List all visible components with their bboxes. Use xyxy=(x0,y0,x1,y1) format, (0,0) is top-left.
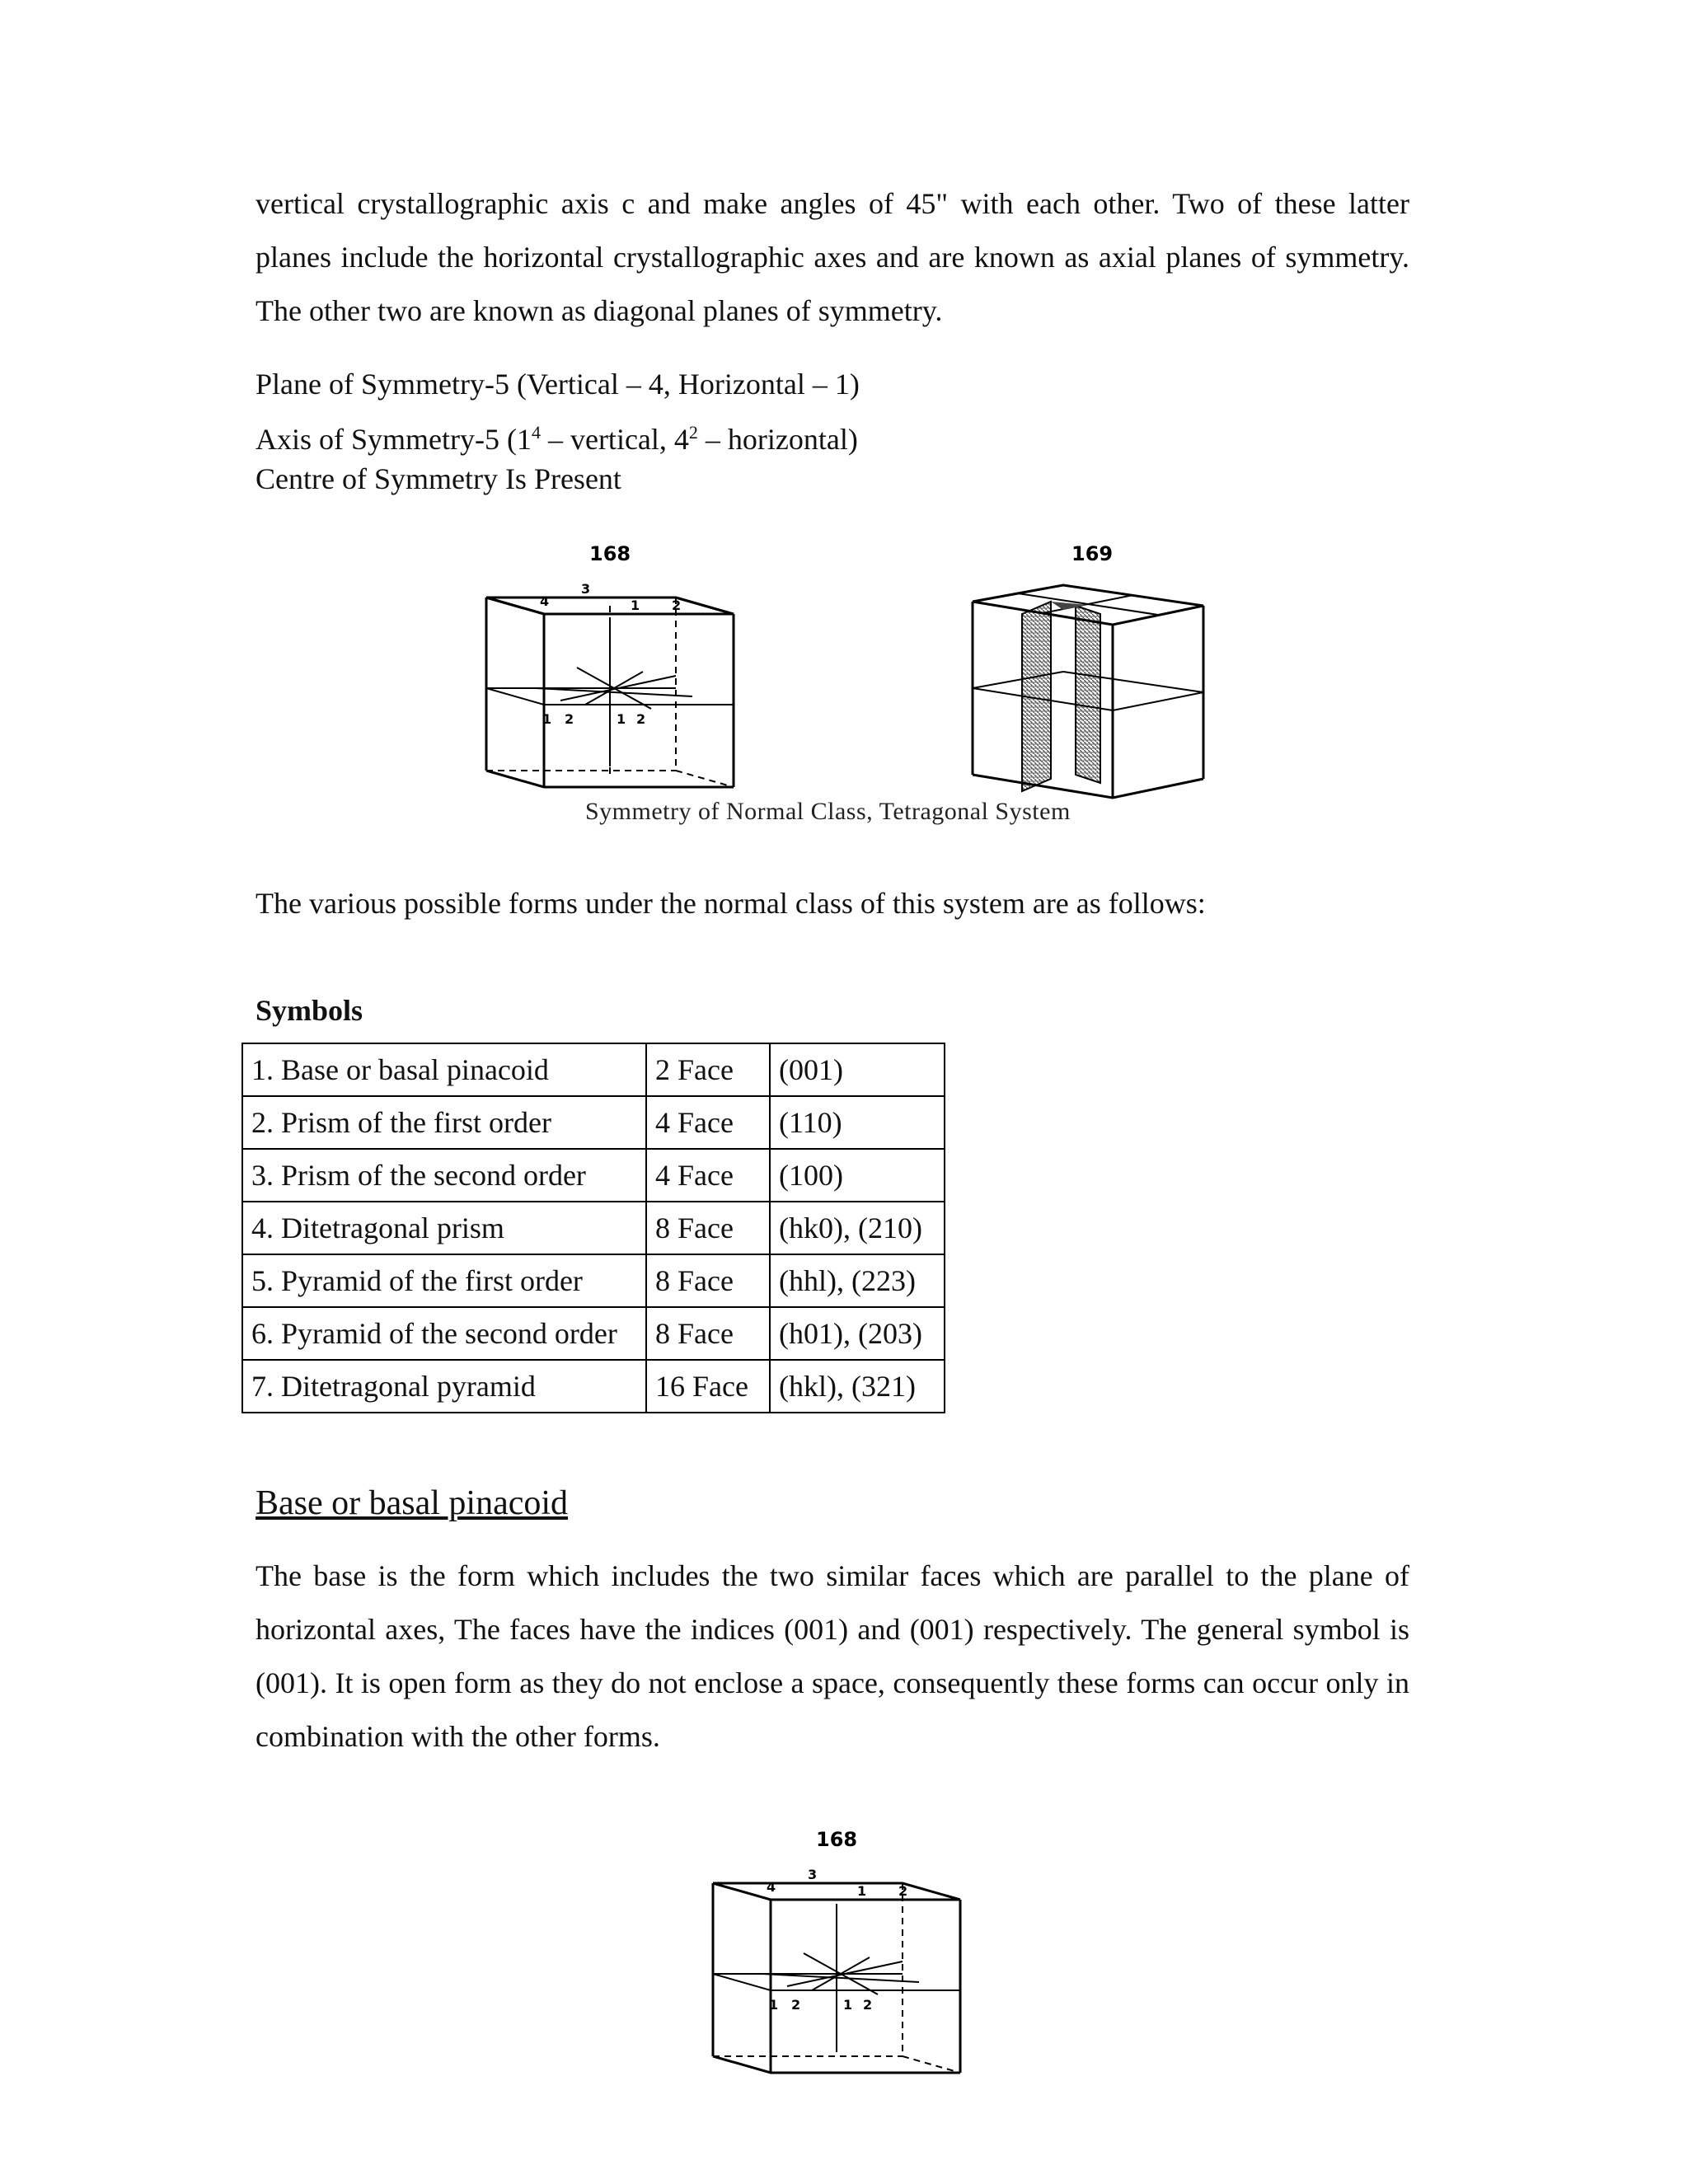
centre-of-symmetry: Centre of Symmetry Is Present xyxy=(256,462,621,495)
axis-of-symmetry xyxy=(256,422,858,457)
fig168b-num-3: 3 xyxy=(808,1867,818,1882)
symbols-heading: Symbols xyxy=(256,994,363,1027)
fig168b-num-4: 4 xyxy=(767,1879,776,1895)
fig168-num-2c: 2 xyxy=(636,711,646,727)
figure-168-label-bottom: 168 xyxy=(816,1828,858,1851)
fig168-num-2b: 2 xyxy=(565,711,574,727)
form-symbol: (001) xyxy=(770,1043,945,1096)
form-name: 4. Ditetragonal prism xyxy=(242,1202,646,1254)
figure-168-label: 168 xyxy=(589,542,631,565)
form-symbol: (hkl), (321) xyxy=(770,1360,945,1413)
fig168b-num-1: 1 xyxy=(857,1883,867,1899)
fig168b-num-1c: 1 xyxy=(843,1997,853,2013)
table-row xyxy=(242,1149,945,1202)
form-symbol: (100) xyxy=(770,1149,945,1202)
axis-prefix: Axis of Symmetry-5 (1 xyxy=(256,423,532,456)
table-row xyxy=(242,1202,945,1254)
form-faces: 4 Face xyxy=(646,1149,770,1202)
table-row xyxy=(242,1043,945,1096)
fig168-num-4: 4 xyxy=(540,593,550,609)
axis-sup-1: 4 xyxy=(531,422,541,443)
fig168-num-2: 2 xyxy=(672,598,682,613)
figure-caption: Symmetry of Normal Class, Tetragonal System xyxy=(585,798,1071,825)
table-row xyxy=(242,1360,945,1413)
form-name: 1. Base or basal pinacoid xyxy=(242,1043,646,1096)
fig168b-num-2c: 2 xyxy=(863,1997,873,2013)
form-faces: 2 Face xyxy=(646,1043,770,1096)
form-name: 3. Prism of the second order xyxy=(242,1149,646,1202)
form-name: 7. Ditetragonal pyramid xyxy=(242,1360,646,1413)
fig168b-num-2: 2 xyxy=(898,1883,908,1899)
axis-mid: – vertical, 4 xyxy=(547,423,689,456)
form-symbol: (hhl), (223) xyxy=(770,1254,945,1307)
form-faces: 16 Face xyxy=(646,1360,770,1413)
form-symbol: (hk0), (210) xyxy=(770,1202,945,1254)
table-row xyxy=(242,1307,945,1360)
table-row xyxy=(242,1096,945,1149)
form-symbol: (110) xyxy=(770,1096,945,1149)
form-faces: 4 Face xyxy=(646,1096,770,1149)
axis-sup-2: 2 xyxy=(688,422,698,443)
form-faces: 8 Face xyxy=(646,1202,770,1254)
figure-169-cube xyxy=(964,536,1212,808)
fig168-num-1: 1 xyxy=(631,598,640,613)
section-paragraph: The base is the form which includes the two similar faces which are parallel to the plane of horizontal axes, The faces have the indices (001) and (001) respectively. The general symbol is (001). It is open form as they do not enclose a space, consequently these forms can occur only in combination with the other forms. xyxy=(256,1559,1409,1753)
form-faces: 8 Face xyxy=(646,1254,770,1307)
table-row xyxy=(242,1254,945,1307)
forms-intro: The various possible forms under the normal class of this system are as follows: xyxy=(256,887,1206,920)
fig168-num-1c: 1 xyxy=(617,711,626,727)
figure-168-cube xyxy=(478,536,750,816)
fig168b-num-2b: 2 xyxy=(791,1997,801,2013)
intro-paragraph: vertical crystallographic axis c and make angles of 45" with each other. Two of these latter planes include the horizontal crystallographic axes and are known as axial planes of symmetry. The other two are known as diagonal planes of symmetry. xyxy=(256,187,1409,327)
form-faces: 8 Face xyxy=(646,1307,770,1360)
form-symbol: (h01), (203) xyxy=(770,1307,945,1360)
fig168b-num-1b: 1 xyxy=(769,1997,779,2013)
forms-table xyxy=(241,1043,945,1413)
form-name: 6. Pyramid of the second order xyxy=(242,1307,646,1360)
plane-of-symmetry: Plane of Symmetry-5 (Vertical – 4, Horizontal – 1) xyxy=(256,368,860,401)
fig168-num-3: 3 xyxy=(581,581,591,597)
fig168-num-1b: 1 xyxy=(542,711,552,727)
figure-169-label: 169 xyxy=(1071,542,1114,565)
form-name: 5. Pyramid of the first order xyxy=(242,1254,646,1307)
figure-168-cube-bottom xyxy=(705,1821,977,2102)
section-heading: Base or basal pinacoid xyxy=(256,1484,569,1522)
axis-suffix: – horizontal) xyxy=(705,423,858,456)
form-name: 2. Prism of the first order xyxy=(242,1096,646,1149)
